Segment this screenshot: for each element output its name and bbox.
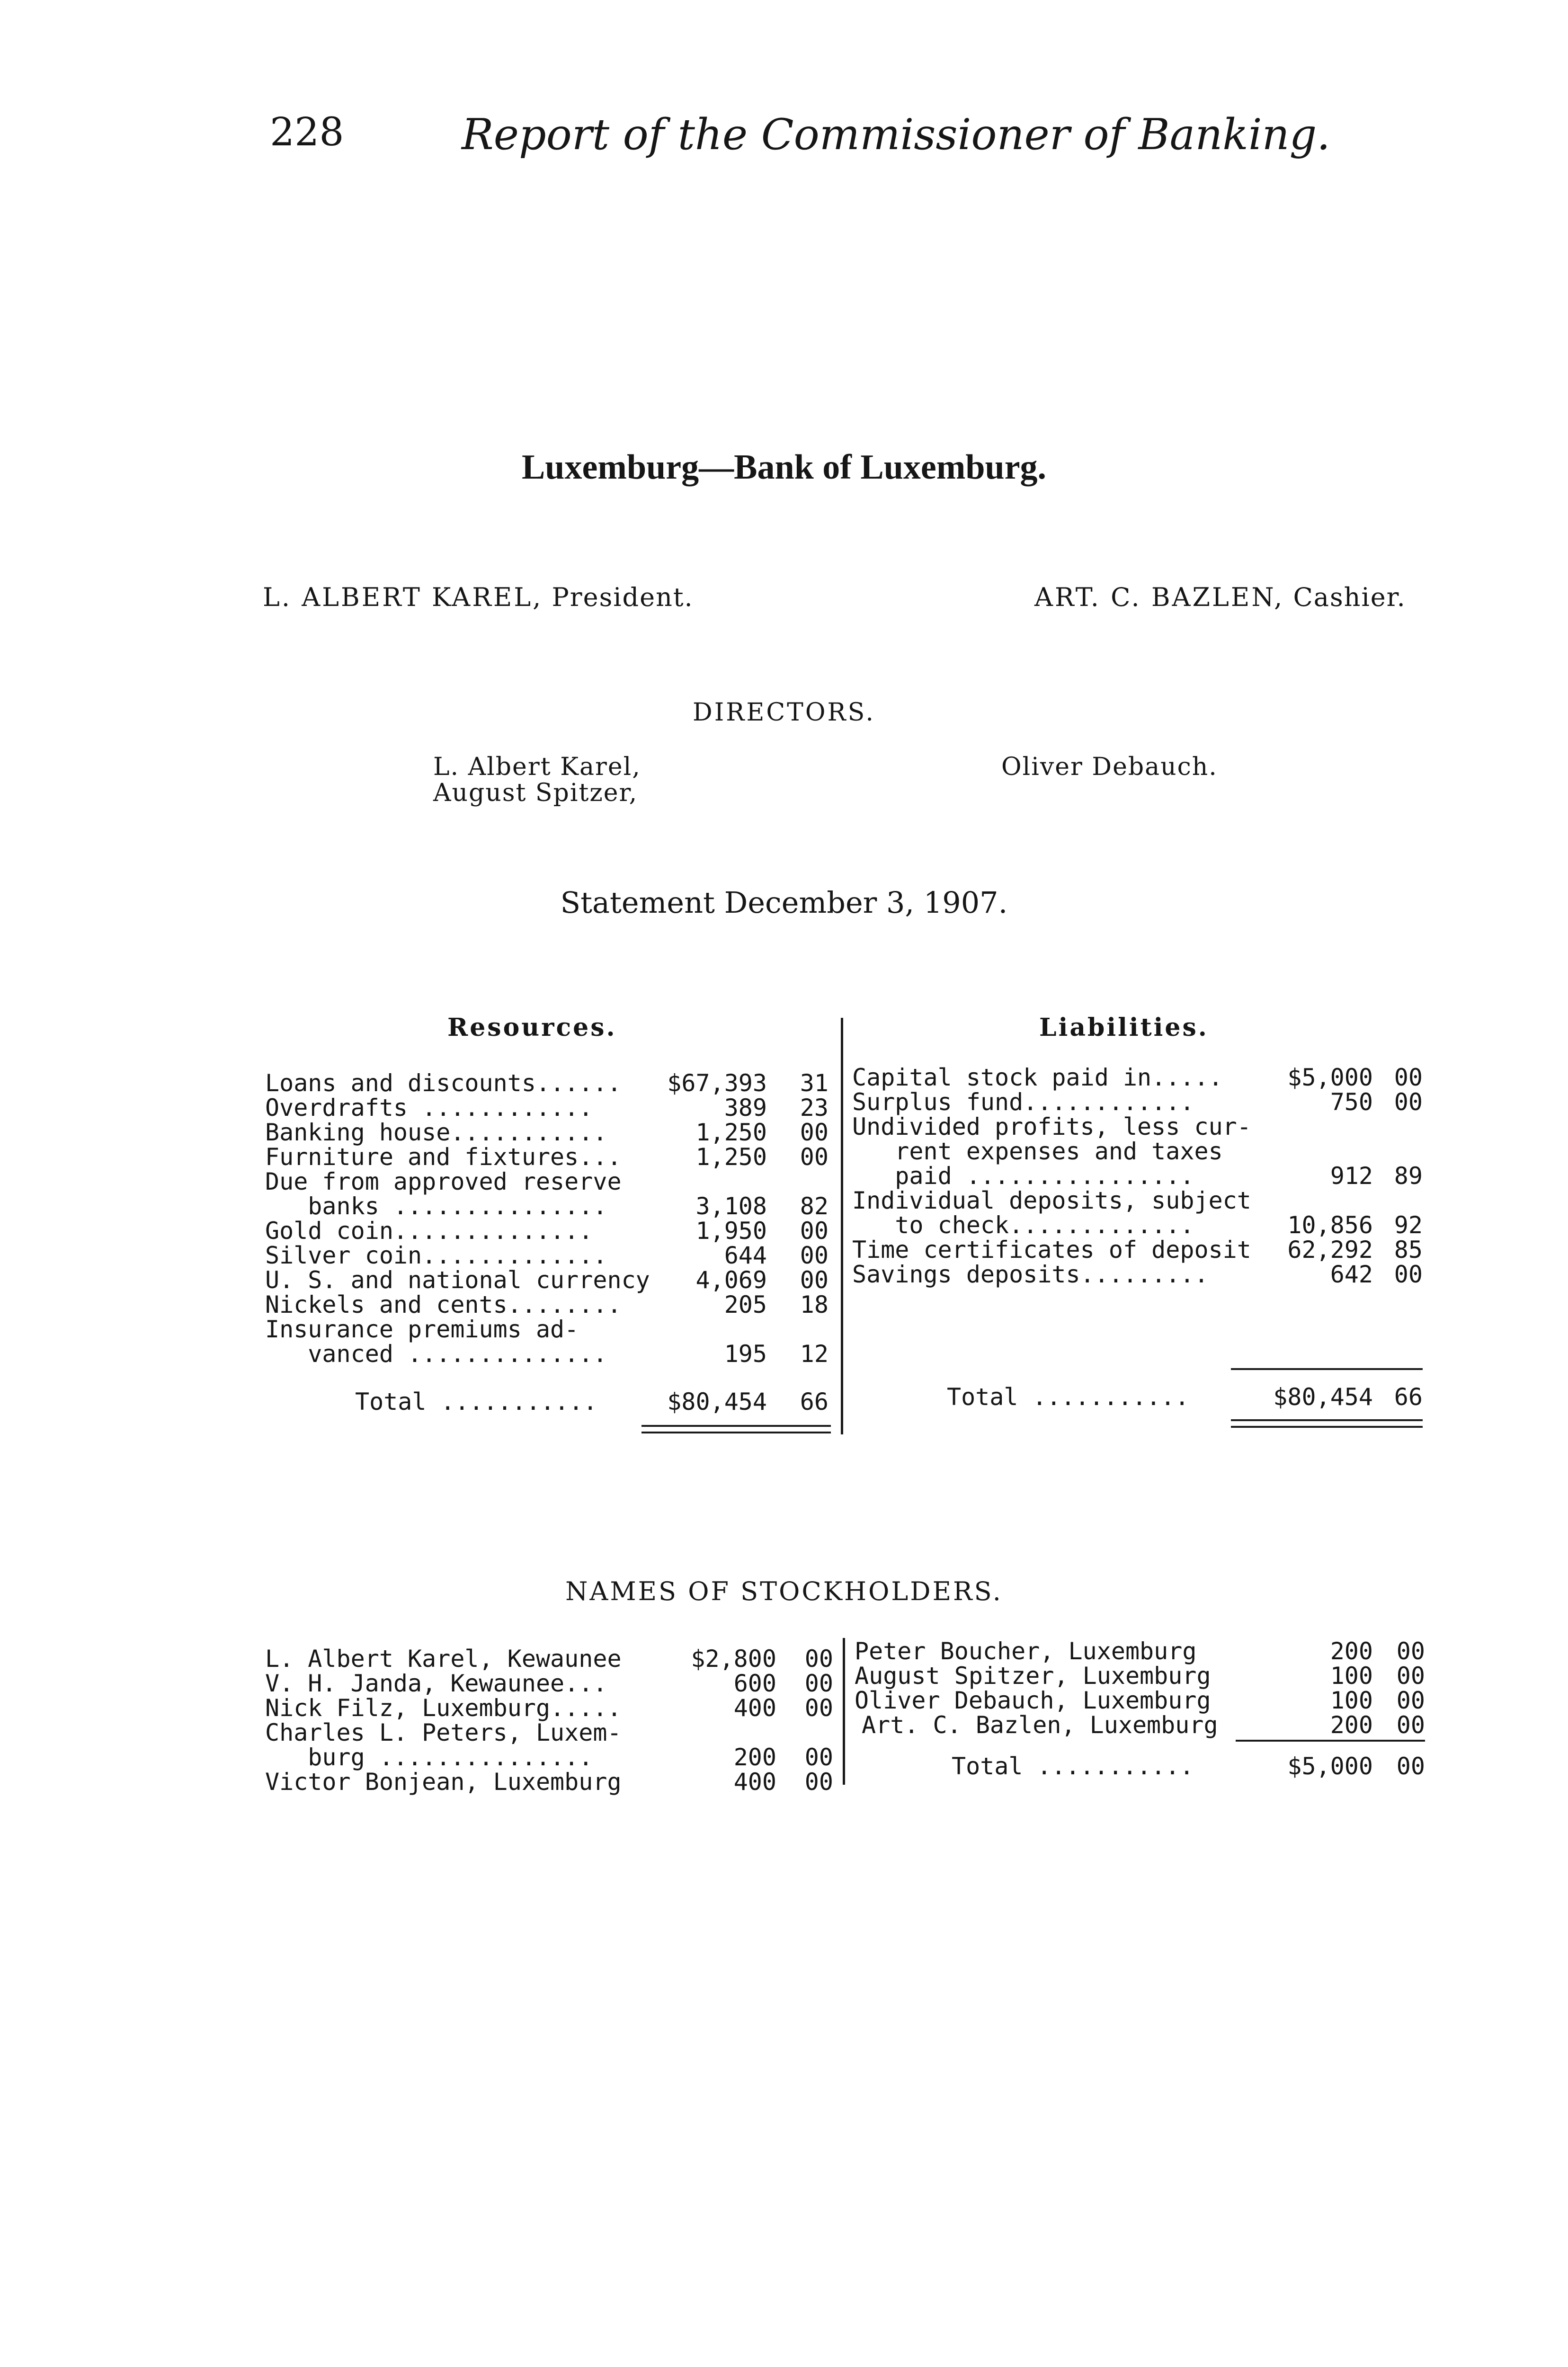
cashier-line bbox=[1034, 582, 1406, 612]
resources-heading: Resources. bbox=[447, 1013, 617, 1042]
cashier-name: ART. C. BAZLEN, bbox=[1034, 582, 1284, 612]
running-title: Report of the Commissioner of Banking. bbox=[462, 110, 1330, 160]
president-role: President. bbox=[552, 582, 694, 612]
column-divider bbox=[841, 1018, 843, 1434]
director-name: August Spitzer, bbox=[433, 779, 638, 807]
director-name: L. Albert Karel, bbox=[433, 753, 641, 781]
directors-heading: DIRECTORS. bbox=[693, 698, 875, 727]
stockholders-heading: NAMES OF STOCKHOLDERS. bbox=[565, 1576, 1003, 1606]
director-name: Oliver Debauch. bbox=[1001, 753, 1218, 781]
president-name: L. ALBERT KAREL, bbox=[263, 582, 543, 612]
statement-title: Statement December 3, 1907. bbox=[560, 885, 1008, 920]
double-rule bbox=[1231, 1419, 1423, 1421]
double-rule bbox=[641, 1425, 831, 1427]
stockholders-divider bbox=[843, 1638, 845, 1785]
double-rule bbox=[641, 1432, 831, 1433]
double-rule bbox=[1231, 1426, 1423, 1428]
total-rule bbox=[1231, 1368, 1423, 1370]
president-line bbox=[263, 582, 694, 612]
page-number: 228 bbox=[270, 110, 344, 155]
liabilities-heading: Liabilities. bbox=[1039, 1013, 1209, 1042]
cashier-role: Cashier. bbox=[1293, 582, 1406, 612]
total-rule bbox=[1236, 1740, 1425, 1742]
bank-title: Luxemburg—Bank of Luxemburg. bbox=[521, 448, 1047, 487]
